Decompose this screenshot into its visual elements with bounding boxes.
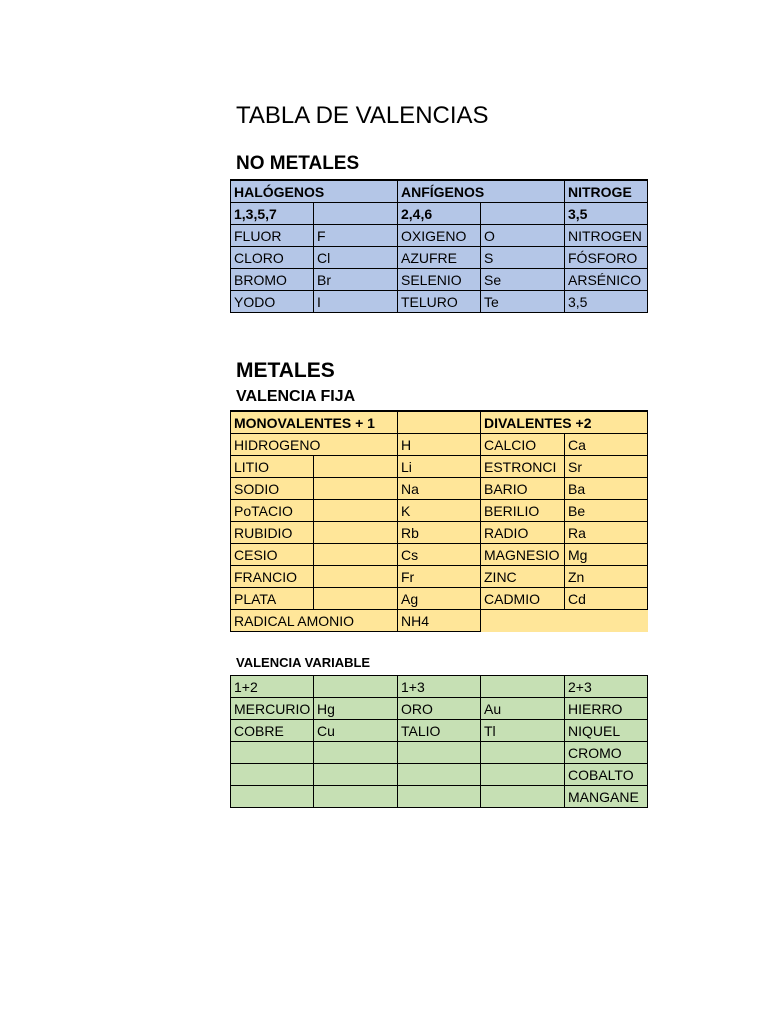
table-row bbox=[231, 566, 648, 588]
valencia-variable-table bbox=[230, 675, 648, 808]
table-cell: BARIO bbox=[481, 478, 565, 500]
table-cell bbox=[481, 764, 565, 786]
table-cell: Ca bbox=[565, 434, 648, 456]
table-cell bbox=[314, 676, 398, 698]
table-cell: NIQUEL bbox=[565, 720, 648, 742]
no-metales-table bbox=[230, 179, 648, 313]
table-cell: NITROGEN bbox=[565, 225, 648, 247]
page-title: TABLA DE VALENCIAS bbox=[236, 102, 489, 129]
table-cell: RADIO bbox=[481, 522, 565, 544]
table-row bbox=[231, 434, 648, 456]
table-cell: 1,3,5,7 bbox=[231, 203, 314, 225]
table-cell: ORO bbox=[398, 698, 481, 720]
table-cell bbox=[481, 786, 565, 808]
table-row bbox=[231, 588, 648, 610]
table-cell: RUBIDIO bbox=[231, 522, 314, 544]
table-cell: Se bbox=[481, 269, 565, 291]
table-cell bbox=[314, 742, 398, 764]
table-cell: Br bbox=[314, 269, 398, 291]
table-cell: Tl bbox=[481, 720, 565, 742]
table-row bbox=[231, 291, 648, 313]
divalentes-header: DIVALENTES +2 bbox=[481, 411, 648, 434]
table-row bbox=[231, 456, 648, 478]
table-cell: Hg bbox=[314, 698, 398, 720]
table-cell bbox=[231, 786, 314, 808]
table-cell bbox=[314, 500, 398, 522]
table-cell: 1+2 bbox=[231, 676, 314, 698]
table-cell: Li bbox=[398, 456, 481, 478]
table-cell: CLORO bbox=[231, 247, 314, 269]
table-cell: Rb bbox=[398, 522, 481, 544]
table-cell: FÓSFORO bbox=[565, 247, 648, 269]
table-cell: Fr bbox=[398, 566, 481, 588]
valencia-variable-heading: VALENCIA VARIABLE bbox=[236, 655, 371, 670]
table-cell: MAGNESIO bbox=[481, 544, 565, 566]
table-cell bbox=[398, 764, 481, 786]
table-cell: Ra bbox=[565, 522, 648, 544]
table-cell bbox=[398, 742, 481, 764]
table-cell bbox=[314, 588, 398, 610]
table-row bbox=[231, 742, 648, 764]
anfigenos-header: ANFÍGENOS bbox=[398, 180, 565, 203]
table-cell: COBRE bbox=[231, 720, 314, 742]
table-row bbox=[231, 269, 648, 291]
table-cell: TALIO bbox=[398, 720, 481, 742]
table-cell: SELENIO bbox=[398, 269, 481, 291]
table-cell: NH4 bbox=[398, 610, 481, 632]
table-cell: I bbox=[314, 291, 398, 313]
table-row bbox=[231, 676, 648, 698]
table-cell: RADICAL AMONIO bbox=[231, 610, 398, 632]
table-cell: ARSÉNICO bbox=[565, 269, 648, 291]
table-cell: BROMO bbox=[231, 269, 314, 291]
table-cell: MANGANE bbox=[565, 786, 648, 808]
no-metales-heading: NO METALES bbox=[236, 153, 360, 174]
table-cell: Sr bbox=[565, 456, 648, 478]
table-cell bbox=[314, 203, 398, 225]
table-cell: Mg bbox=[565, 544, 648, 566]
table-cell bbox=[481, 676, 565, 698]
table-cell: Cs bbox=[398, 544, 481, 566]
table-cell bbox=[481, 742, 565, 764]
table-row bbox=[231, 720, 648, 742]
table-cell: SODIO bbox=[231, 478, 314, 500]
table-cell: F bbox=[314, 225, 398, 247]
table-cell: Na bbox=[398, 478, 481, 500]
metales-heading: METALES bbox=[236, 359, 335, 382]
table-row bbox=[231, 500, 648, 522]
table-cell: PoTACIO bbox=[231, 500, 314, 522]
table-cell bbox=[314, 522, 398, 544]
table-row bbox=[231, 786, 648, 808]
table-cell: PLATA bbox=[231, 588, 314, 610]
valencia-fija-table bbox=[230, 410, 648, 632]
table-cell: Te bbox=[481, 291, 565, 313]
table-cell: BERILIO bbox=[481, 500, 565, 522]
table-cell: Cl bbox=[314, 247, 398, 269]
table-cell bbox=[314, 764, 398, 786]
table-cell: CROMO bbox=[565, 742, 648, 764]
table-cell: S bbox=[481, 247, 565, 269]
table-cell bbox=[314, 786, 398, 808]
table-cell: 1+3 bbox=[398, 676, 481, 698]
table-row bbox=[231, 764, 648, 786]
table-cell: Cd bbox=[565, 588, 648, 610]
table-cell bbox=[231, 764, 314, 786]
table-cell bbox=[231, 742, 314, 764]
table-cell: 3,5 bbox=[565, 203, 648, 225]
table-cell bbox=[481, 203, 565, 225]
table-cell: K bbox=[398, 500, 481, 522]
table-row bbox=[231, 698, 648, 720]
halogenos-header: HALÓGENOS bbox=[231, 180, 398, 203]
table-row bbox=[231, 225, 648, 247]
table-row bbox=[231, 247, 648, 269]
table-cell: HIERRO bbox=[565, 698, 648, 720]
table-cell: TELURO bbox=[398, 291, 481, 313]
table-cell: MERCURIO bbox=[231, 698, 314, 720]
table-cell: YODO bbox=[231, 291, 314, 313]
table-cell: FRANCIO bbox=[231, 566, 314, 588]
table-cell: Zn bbox=[565, 566, 648, 588]
table-cell: HIDROGENO bbox=[231, 434, 398, 456]
table-row bbox=[231, 610, 648, 632]
table-cell: Ba bbox=[565, 478, 648, 500]
table-cell: CALCIO bbox=[481, 434, 565, 456]
table-cell: OXIGENO bbox=[398, 225, 481, 247]
table-cell: O bbox=[481, 225, 565, 247]
table-cell: FLUOR bbox=[231, 225, 314, 247]
valencia-fija-heading: VALENCIA FIJA bbox=[236, 388, 356, 405]
table-cell: CESIO bbox=[231, 544, 314, 566]
table-cell: Au bbox=[481, 698, 565, 720]
table-row bbox=[231, 522, 648, 544]
table-cell: Cu bbox=[314, 720, 398, 742]
monovalentes-header: MONOVALENTES + 1 bbox=[231, 411, 398, 434]
table-cell: COBALTO bbox=[565, 764, 648, 786]
table-cell: Be bbox=[565, 500, 648, 522]
no-metales-valencias-row bbox=[231, 203, 648, 225]
table-cell bbox=[314, 456, 398, 478]
table-cell: 3,5 bbox=[565, 291, 648, 313]
empty-cell bbox=[481, 610, 565, 632]
nitrogenoideos-header: NITROGE bbox=[565, 180, 648, 203]
table-cell: ESTRONCI bbox=[481, 456, 565, 478]
table-cell bbox=[314, 566, 398, 588]
table-cell: CADMIO bbox=[481, 588, 565, 610]
table-cell bbox=[314, 478, 398, 500]
table-row bbox=[231, 478, 648, 500]
table-cell bbox=[314, 544, 398, 566]
table-cell: 2,4,6 bbox=[398, 203, 481, 225]
table-cell bbox=[398, 786, 481, 808]
table-cell: ZINC bbox=[481, 566, 565, 588]
table-row bbox=[231, 544, 648, 566]
table-cell: Ag bbox=[398, 588, 481, 610]
table-cell: LITIO bbox=[231, 456, 314, 478]
empty-cell bbox=[565, 610, 648, 632]
table-cell: 2+3 bbox=[565, 676, 648, 698]
valencia-fija-header-row bbox=[231, 411, 648, 434]
table-cell: H bbox=[398, 434, 481, 456]
table-cell bbox=[398, 411, 481, 434]
no-metales-header-row bbox=[231, 180, 648, 203]
table-cell: AZUFRE bbox=[398, 247, 481, 269]
